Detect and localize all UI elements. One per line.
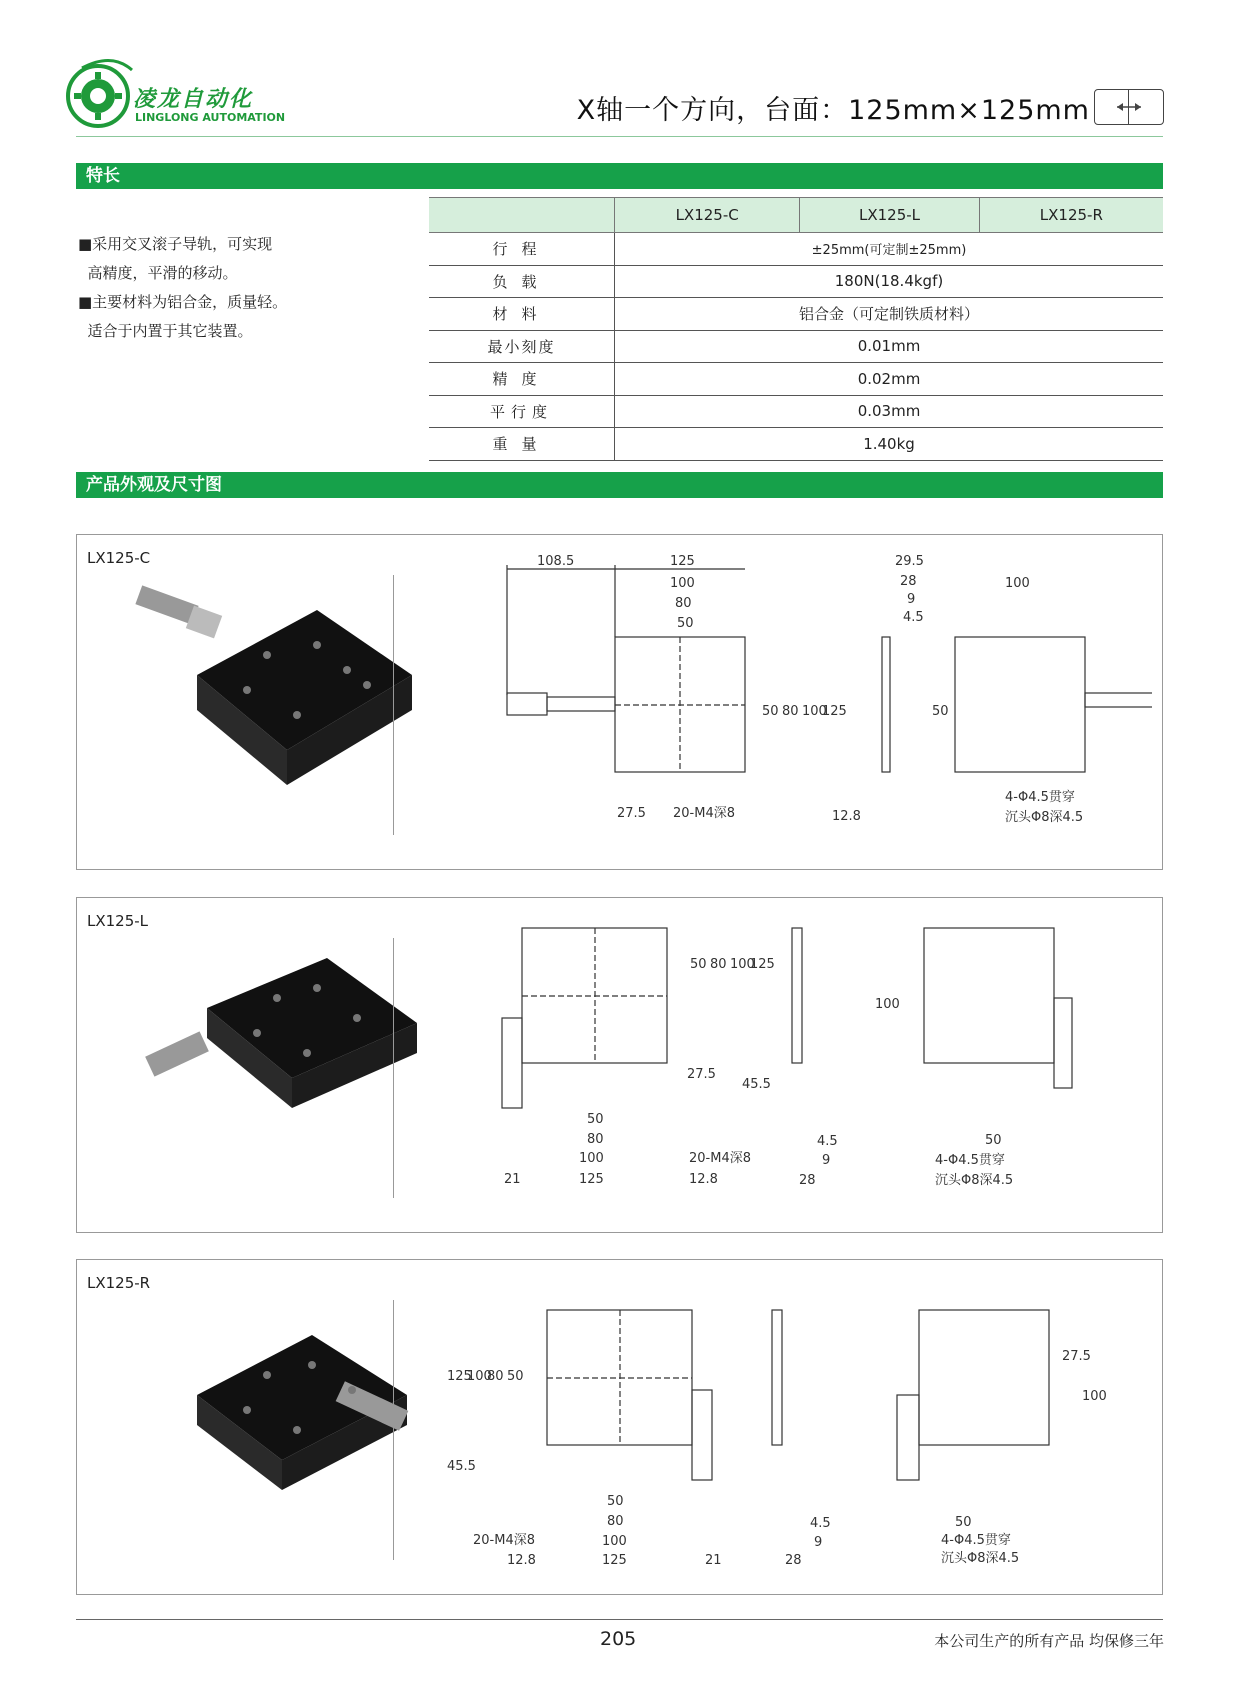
- spec-key: 材料: [429, 298, 615, 331]
- dimension-label: 125: [822, 704, 847, 719]
- column-header: LX125-R: [979, 198, 1163, 233]
- product-panel-r: [76, 1259, 1163, 1595]
- features-section-bar: 特长: [76, 163, 1163, 189]
- page-number: 205: [600, 1628, 637, 1650]
- table-row: [429, 363, 1163, 396]
- dimension-label: 29.5: [895, 554, 924, 569]
- feature-item-2: [78, 288, 287, 346]
- dimension-label: 20-M4深8: [473, 1533, 535, 1548]
- spec-value: 铝合金（可定制铁质材料）: [615, 298, 1164, 331]
- dimension-label: 9: [814, 1535, 823, 1550]
- logo-chinese-name: 凌龙自动化: [133, 87, 254, 112]
- feature-line: ■采用交叉滚子导轨，可实现: [78, 235, 273, 253]
- dimension-label: 125: [602, 1553, 627, 1568]
- dimension-label: 50: [607, 1494, 624, 1509]
- feature-item-1: [78, 230, 272, 288]
- stage-photo: [117, 1300, 417, 1530]
- dimension-label: 12.8: [689, 1172, 718, 1187]
- product-label: LX125-R: [87, 1274, 151, 1292]
- column-header: LX125-C: [615, 198, 800, 233]
- spec-value: 0.02mm: [615, 363, 1164, 396]
- dimension-label: 100: [602, 1534, 627, 1549]
- dimensions-section-bar: 产品外观及尺寸图: [76, 472, 1163, 498]
- dimension-label: 28: [799, 1173, 816, 1188]
- dimension-label: 4-Φ4.5贯穿: [941, 1533, 1011, 1548]
- dimension-label: 50: [932, 704, 949, 719]
- table-row: [429, 395, 1163, 428]
- feature-line: 适合于内置于其它装置。: [78, 322, 253, 340]
- dimension-label: 80: [710, 957, 727, 972]
- dimension-label: 80: [487, 1369, 504, 1384]
- stage-photo: [117, 575, 417, 805]
- dimension-label: 100: [802, 704, 827, 719]
- product-panel-c: [76, 534, 1163, 870]
- dimension-label: 9: [907, 592, 916, 607]
- dimension-label: 4-Φ4.5贯穿: [1005, 790, 1075, 805]
- dimension-label: 80: [587, 1132, 604, 1147]
- axis-direction-icon: [1094, 89, 1164, 125]
- dimension-label: 沉头Φ8深4.5: [935, 1173, 1014, 1188]
- dimension-label: 50: [507, 1369, 524, 1384]
- dimension-label: 9: [822, 1153, 831, 1168]
- dimension-label: 50: [677, 616, 694, 631]
- dimension-label: 21: [504, 1172, 521, 1187]
- gear-logo-icon: [62, 50, 142, 140]
- logo-english-name: LINGLONG AUTOMATION: [135, 111, 286, 124]
- product-label: LX125-C: [87, 549, 151, 567]
- dimension-label: 80: [675, 596, 692, 611]
- dimension-label: 28: [900, 574, 917, 589]
- product-label: LX125-L: [87, 912, 149, 930]
- product-panel-l: [76, 897, 1163, 1233]
- dimension-label: 125: [447, 1369, 472, 1384]
- spec-value: 0.01mm: [615, 330, 1164, 363]
- spec-value: 0.03mm: [615, 395, 1164, 428]
- dimension-label: 4.5: [810, 1516, 831, 1531]
- panel-divider: [393, 1300, 394, 1560]
- dimension-label: 28: [785, 1553, 802, 1568]
- dimension-label: 沉头Φ8深4.5: [1005, 810, 1084, 825]
- panel-divider: [393, 938, 394, 1198]
- dimension-drawing: [407, 1270, 1152, 1580]
- dimension-label: 20-M4深8: [689, 1151, 751, 1166]
- spec-value: ±25mm(可定制±25mm): [615, 233, 1164, 266]
- dimension-label: 80: [607, 1514, 624, 1529]
- stage-photo: [117, 938, 417, 1168]
- dimension-label: 80: [782, 704, 799, 719]
- dimension-label: 100: [670, 576, 695, 591]
- spec-key: 行程: [429, 233, 615, 266]
- spec-key: 最小刻度: [429, 330, 615, 363]
- dimension-label: 125: [579, 1172, 604, 1187]
- table-row: [429, 330, 1163, 363]
- spec-value: 180N(18.4kgf): [615, 265, 1164, 298]
- panel-divider: [393, 575, 394, 835]
- dimension-label: 125: [750, 957, 775, 972]
- dimension-label: 4.5: [817, 1134, 838, 1149]
- dimension-label: 4.5: [903, 610, 924, 625]
- column-header: LX125-L: [800, 198, 979, 233]
- dimension-label: 50: [762, 704, 779, 719]
- spec-key: 负载: [429, 265, 615, 298]
- dimension-label: 20-M4深8: [673, 806, 735, 821]
- dimension-label: 45.5: [447, 1459, 476, 1474]
- dimension-label: 50: [587, 1112, 604, 1127]
- spec-table: [429, 197, 1163, 461]
- spec-value: 1.40kg: [615, 428, 1164, 461]
- spec-key: 平行度: [429, 395, 615, 428]
- dimension-drawing: [407, 545, 1152, 855]
- dimension-label: 100: [1005, 576, 1030, 591]
- dimension-label: 50: [955, 1515, 972, 1530]
- dimension-label: 100: [579, 1151, 604, 1166]
- dimension-label: 12.8: [507, 1553, 536, 1568]
- dimension-label: 108.5: [537, 554, 575, 569]
- dimension-label: 125: [670, 554, 695, 569]
- table-row: [429, 265, 1163, 298]
- spec-table-header: [429, 198, 1163, 233]
- spec-key: 重量: [429, 428, 615, 461]
- warranty-note: 本公司生产的所有产品 均保修三年: [934, 1632, 1164, 1650]
- dimension-label: 27.5: [687, 1067, 716, 1082]
- table-row: [429, 428, 1163, 461]
- footer-divider: [76, 1619, 1163, 1620]
- table-row: [429, 233, 1163, 266]
- dimension-label: 12.8: [832, 809, 861, 824]
- dimension-label: 100: [730, 957, 755, 972]
- page-title: X轴一个方向，台面：125mm×125mm: [576, 95, 1090, 126]
- dimension-label: 100: [467, 1369, 492, 1384]
- dimension-label: 沉头Φ8深4.5: [941, 1551, 1020, 1566]
- dimension-label: 50: [690, 957, 707, 972]
- dimension-label: 50: [985, 1133, 1002, 1148]
- dimension-label: 100: [1082, 1389, 1107, 1404]
- dimension-label: 100: [875, 997, 900, 1012]
- spec-key: 精度: [429, 363, 615, 396]
- feature-line: 高精度，平滑的移动。: [78, 264, 238, 282]
- table-row: [429, 298, 1163, 331]
- dimension-drawing: [407, 908, 1152, 1218]
- dimension-label: 21: [705, 1553, 722, 1568]
- dimension-label: 27.5: [1062, 1349, 1091, 1364]
- dimension-label: 27.5: [617, 806, 646, 821]
- column-header: [429, 198, 615, 233]
- dimension-label: 45.5: [742, 1077, 771, 1092]
- dimension-label: 4-Φ4.5贯穿: [935, 1153, 1005, 1168]
- header-divider: [76, 136, 1163, 137]
- feature-line: ■主要材料为铝合金，质量轻。: [78, 293, 288, 311]
